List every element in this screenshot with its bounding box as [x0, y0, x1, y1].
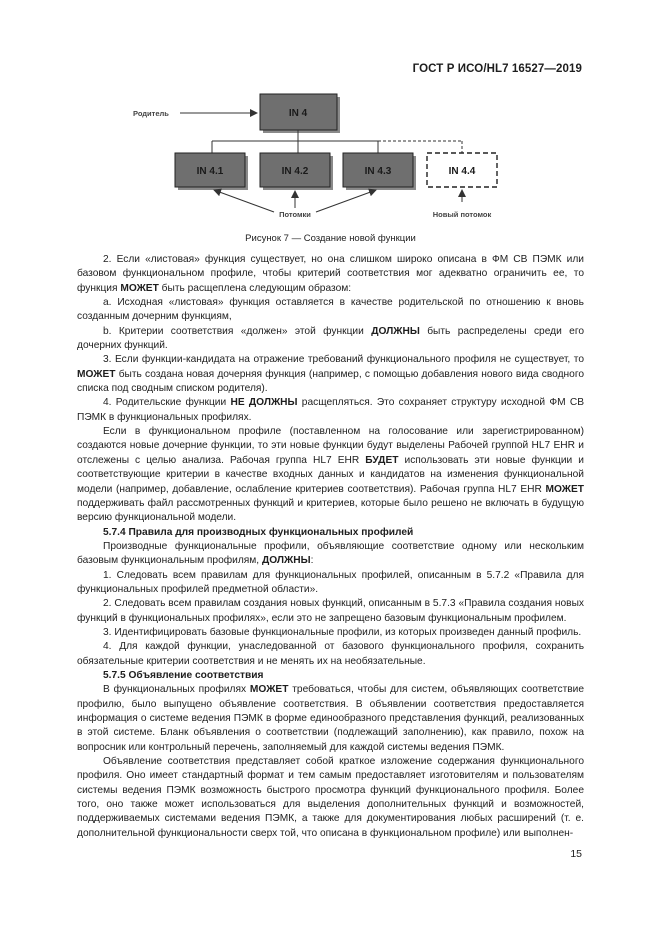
function-tree-diagram	[0, 0, 661, 235]
paragraph: 3. Если функции-кандидата на отражение требований функционального профиля не существует, то МОЖЕТ быть создана новая дочерняя функция (например, с помощью добавления нового вида сводного списка под сводным списком родителя).	[77, 354, 584, 395]
paragraph: Если в функциональном профиле (поставленном на голосование или зарегистрированном) создаются новые дочерние функции, то эти новые функции будут выделены Рабочей группой HL7 EHR и отслежены с целью анализа. Рабочая группа HL7 EHR БУДЕТ использовать эти новые функции и соответствующие критерии в качестве входных данных и кандидатов на изменения функциональной модели (например, добавление, ослабление критериев соответствия). Рабочая группа HL7 EHR МОЖЕТ поддерживать файл рассмотренных функций и критериев, которые было решено не включать в будущую версию функциональной модели.	[77, 426, 584, 524]
paragraph: В функциональных профилях МОЖЕТ требоваться, чтобы для систем, объявляющих соответствие профилю, было выпущено объявление соответствия. В объявлении соответствия предоставляется информация о системе ведения ПЭМК в форме единообразного представления функций, реализованных в этой системе. Бланк объявления о соответствии (подлежащий заполнению), как правило, похож на вопросник или контрольный перечень, заполняемый для каждой системы ведения ПЭМК.	[77, 684, 585, 753]
paragraph: 2. Если «листовая» функция существует, но она слишком широко описана в ФМ СВ ПЭМК или базовом функциональном профиле, чтобы критерий соответствия мог адекватно ограничить ее, то функция МОЖЕТ быть расщеплена следующим образом:	[77, 254, 584, 294]
child-node-1-label: IN 4.1	[196, 166, 224, 177]
desc-arrow-3	[316, 190, 376, 212]
paragraph: 4. Для каждой функции, унаследованной от базового функционального профиля, сохранить обязательные критерии соответствия и не менять их на необязательные.	[77, 641, 584, 667]
paragraph: 4. Родительские функции НЕ ДОЛЖНЫ расщепляться. Это сохраняет структуру исходной ФМ СВ ПЭМК в функциональных профилях.	[77, 397, 585, 423]
page-body	[77, 253, 584, 841]
paragraph: Производные функциональные профили, объявляющие соответствие одному или нескольким базовым функциональным профилям, ДОЛЖНЫ:	[77, 540, 584, 567]
descendants-label: Потомки	[279, 210, 311, 219]
paragraph: 2. Следовать всем правилам создания новых функций, описанным в 5.7.3 «Правила создания новых функций в функциональных профилях», если это не запрещено базовым функциональным профилем.	[77, 598, 584, 624]
child-node-2-label: IN 4.2	[281, 166, 309, 177]
new-descendant-label: Новый потомок	[432, 210, 492, 219]
document-header: ГОСТ Р ИСО/HL7 16527—2019	[412, 63, 582, 75]
child-node-3-label: IN 4.3	[364, 166, 392, 177]
paragraph: b. Критерии соответствия «должен» этой функции ДОЛЖНЫ быть распределены среди его дочерних функций.	[77, 325, 584, 352]
paragraph: 1. Следовать всем правилам для функциональных профилей, описанным в 5.7.2 «Правила для функциональных профилей предметной области».	[77, 569, 584, 595]
paragraph: Объявление соответствия представляет собой краткое изложение содержания функционального профиля. Оно имеет стандартный формат и тем самым предоставляет изготовителям и пользователям системы ведения ПЭМК возможность быстрого просмотра функций функционального профиля. Более того, оно также может использоваться для выделения дополнительных функций и возможностей, поддерживаемых системами ведения ПЭМК, а также для документирования любых расширений (т. е. дополнительной функциональности сверх той, что описана в функциональном профиле) или выполнен-	[77, 756, 584, 839]
section-heading-5-7-5: 5.7.5 Объявление соответствия	[103, 669, 264, 681]
section-heading-5-7-4: 5.7.4 Правила для производных функциональных профилей	[103, 526, 414, 538]
desc-arrow-1	[214, 190, 274, 212]
parent-label: Родитель	[133, 109, 169, 118]
paragraph: 3. Идентифицировать базовые функциональные профили, из которых произведен данный профиль.	[103, 626, 582, 638]
root-node-label: IN 4	[288, 108, 308, 119]
paragraph: a. Исходная «листовая» функция оставляется в качестве родительской по отношению к вновь созданным дочерним функциям,	[77, 297, 584, 323]
new-child-node-label: IN 4.4	[448, 166, 476, 177]
figure-caption: Рисунок 7 — Создание новой функции	[245, 233, 416, 244]
page-number: 15	[570, 848, 582, 860]
